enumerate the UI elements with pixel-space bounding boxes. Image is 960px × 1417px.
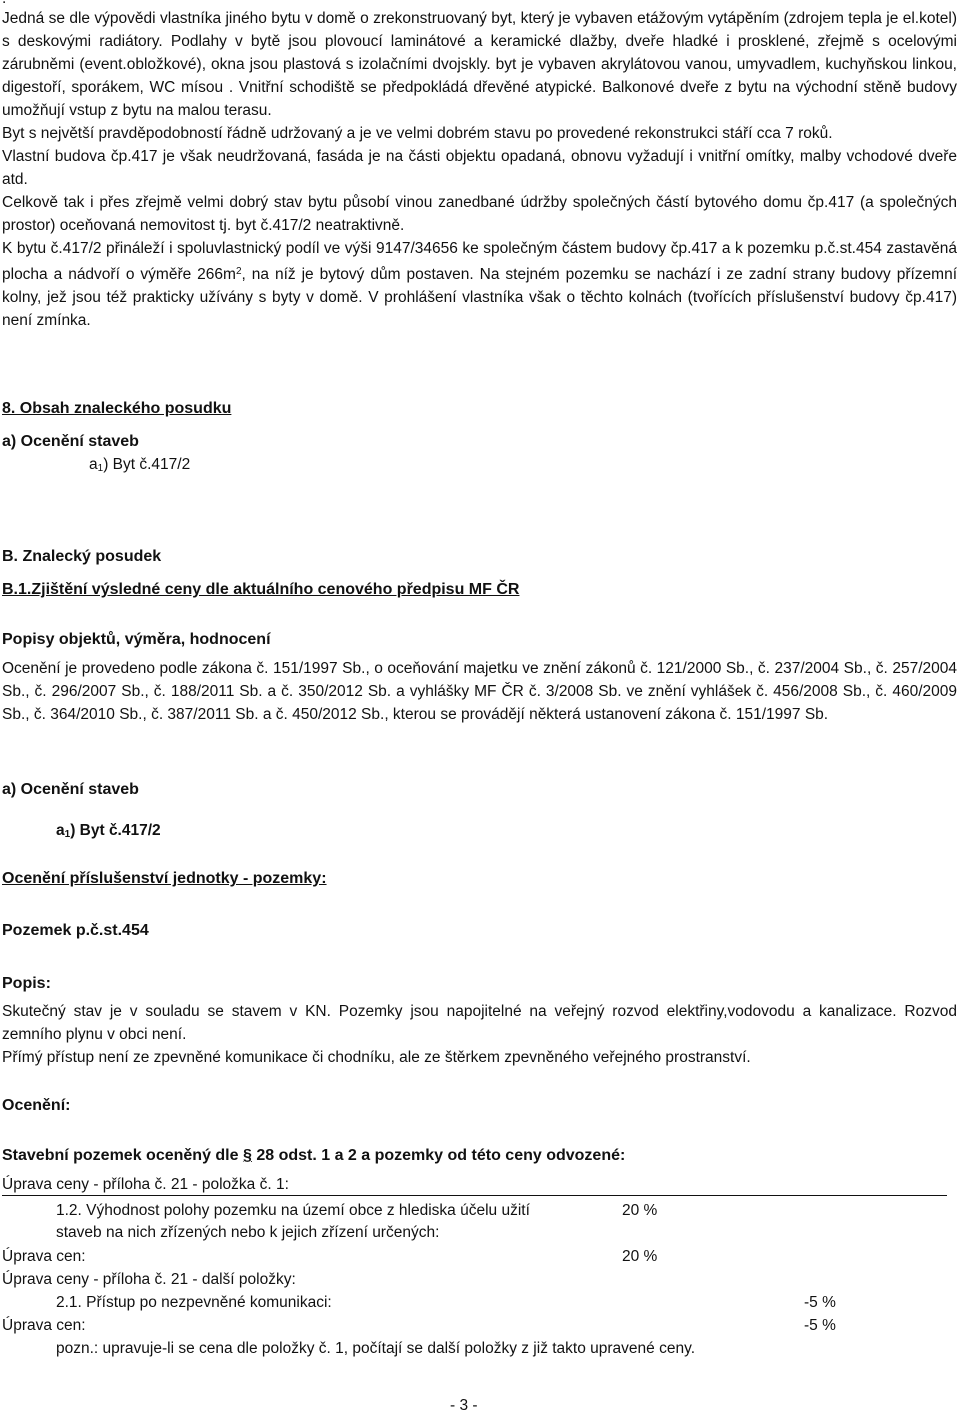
table-row-5-value: -5 % [804, 1294, 836, 1311]
item-text: ) Byt č.417/2 [103, 456, 191, 473]
table-row-2-value: 20 % [622, 1202, 658, 1219]
intro-paragraph-3: Vlastní budova čp.417 je však neudržovaná, fasáda je na části objektu opadaná, obnovu vyžadují i vnitřní omítky, malby vchodové dveře atd. [2, 148, 957, 188]
oceneni-label: Ocenění: [2, 1097, 71, 1114]
table-row-6: Úprava cen: [2, 1317, 86, 1334]
area-unit-superscript: 2 [235, 266, 242, 277]
popisy-heading: Popisy objektů, výměra, hodnocení [2, 631, 271, 648]
item-subscript: 1 [64, 829, 71, 840]
intro-paragraph-5 [2, 237, 957, 332]
table-row-3-value: 20 % [622, 1248, 658, 1265]
section-b-heading: B. Znalecký posudek [2, 548, 162, 565]
table-row-3: Úprava cen: [2, 1248, 86, 1265]
stavebni-pozemek-heading [2, 1144, 625, 1167]
b-item-byt [56, 819, 161, 846]
item-text: ) Byt č.417/2 [70, 822, 161, 839]
intro-paragraph-1: Jedná se dle výpovědi vlastníka jiného bytu v domě o zrekonstruovaný byt, který je vybaven etážovým vytápěním (zdrojem tepla je el.kotel) s deskovými radiátory. Podlahy v bytě jsou plovoucí laminátové a keramické dlažby, dveře hladké i prosklené, zřejmě s ocelovými zárubněmi (event.obložkové), okna jsou plastová s izolačními dvojskly. byt je vybaven akrylátovou vanou, umyvadlem, kuchyňskou linkou, digestoří, sporákem, WC mísou . Vnitřní schodiště se předpokládá dřevěné atypické. Balkonové dveře z bytu na východní stěně budovy umožňují vstup z bytu na malou terasu. [2, 10, 957, 119]
section-8-heading: 8. Obsah znaleckého posudku [2, 400, 232, 417]
heading-text-b: 28 odst. 1 a 2 a pozemky od této ceny odvozené: [256, 1147, 626, 1164]
section-8-subheading: a) Ocenění staveb [2, 433, 139, 450]
intro-p5-text-a: K bytu č.417/2 přináleží i spoluvlastnický podíl ve výši 9147/34656 ke společným částem budovy čp.417 a k pozemku p.č.st.454 zastavěná plocha a nádvoří o výměře 266m [2, 240, 957, 283]
heading-text-a: Stavební pozemek oceněný dle [2, 1147, 243, 1164]
table-row-1: Úprava ceny - příloha č. 21 - položka č. 1: [2, 1176, 289, 1193]
law-paragraph: Ocenění je provedeno podle zákona č. 151/1997 Sb., o oceňování majetku ve znění zákonů č. 121/2000 Sb., č. 237/2004 Sb., č. 257/2004 Sb., č. 296/2007 Sb., č. 188/2011 Sb. a č. 350/2012 Sb. a vyhlášky MF ČR č. 3/2008 Sb. ve znění vyhlášek č. 456/2008 Sb., č. 460/2009 Sb., č. 364/2010 Sb., č. 387/2011 Sb. a č. 450/2012 Sb., kterou se provádějí některá ustanovení zákona č. 151/1997 Sb. [2, 660, 957, 723]
page-number: - 3 - [450, 1397, 478, 1414]
paragraph-sign: § [242, 1147, 252, 1164]
b-oceneni-staveb: a) Ocenění staveb [2, 781, 139, 798]
table-row-5: 2.1. Přístup po nezpevněné komunikaci: [56, 1294, 332, 1311]
item-letter: a [89, 456, 98, 473]
section-8-item [89, 453, 190, 480]
table-row-2b: staveb na nich zřízených nebo k jejich zřízení určených: [56, 1224, 440, 1241]
popis-label: Popis: [2, 975, 51, 992]
table-divider [2, 1195, 947, 1196]
prislusenstvi-heading: Ocenění příslušenství jednotky - pozemky: [2, 870, 327, 887]
intro-paragraph-4: Celkově tak i přes zřejmě velmi dobrý stav bytu působí vinou zanedbané údržby společných částí bytového domu čp.417 (a společných prostor) oceňovaná nemovitost tj. byt č.417/2 neatraktivně. [2, 194, 957, 234]
section-b1-heading: B.1.Zjištění výsledné ceny dle aktuálního cenového předpisu MF ČR [2, 581, 520, 598]
table-note: pozn.: upravuje-li se cena dle položky č. 1, počítají se další položky z již takto upravené ceny. [56, 1340, 695, 1357]
popis-text-2: Přímý přístup není ze zpevněné komunikace či chodníku, ale ze štěrkem zpevněného veřejného prostranství. [2, 1049, 751, 1066]
popis-text-1: Skutečný stav je v souladu se stavem v KN. Pozemky jsou napojitelné na veřejný rozvod elektřiny,vodovodu a kanalizace. Rozvod zemního plynu v obci není. [2, 1003, 957, 1043]
item-subscript: 1 [97, 463, 104, 474]
intro-paragraph-2: Byt s největší pravděpodobností řádně udržovaný a je ve velmi dobrém stavu po provedené rekonstrukci stáří cca 7 roků. [2, 125, 833, 142]
table-row-6-value: -5 % [804, 1317, 836, 1334]
pozemek-heading: Pozemek p.č.st.454 [2, 922, 149, 939]
table-row-4: Úprava ceny - příloha č. 21 - další položky: [2, 1271, 296, 1288]
intro-p5-text-b: , na níž je bytový dům postaven. Na stejném pozemku se nachází i ze zadní strany budovy přízemní kolny, jež jsou též prakticky užívány s byty v domě. V prohlášení vlastníka však o těchto kolnách (tvořících příslušenství budovy čp.417) není zmínka. [2, 266, 957, 329]
table-row-2a: 1.2. Výhodnost polohy pozemku na území obce z hlediska účelu užití [56, 1202, 530, 1219]
item-letter: a [56, 822, 65, 839]
